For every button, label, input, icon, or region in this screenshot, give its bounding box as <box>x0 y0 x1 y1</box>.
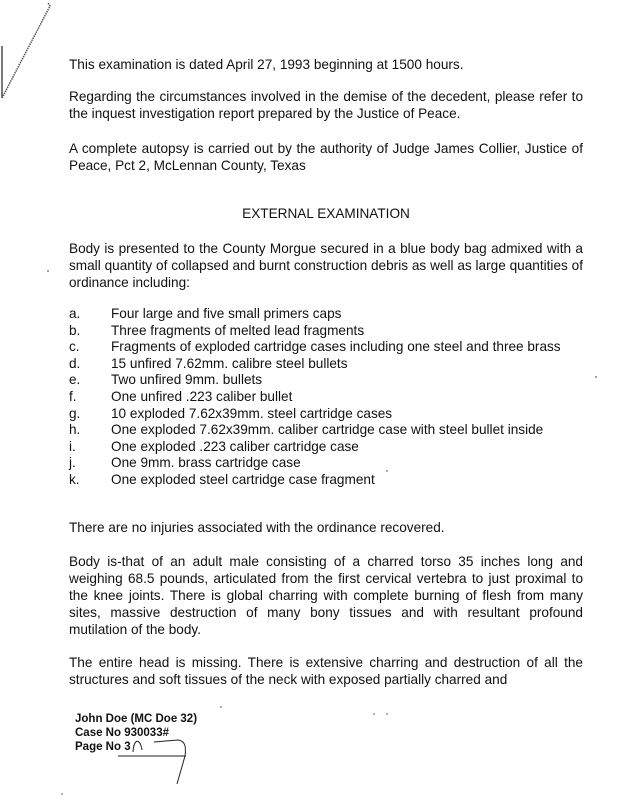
item-text: One exploded steel cartridge case fragment <box>111 471 375 487</box>
item-text: One exploded 7.62x39mm. caliber cartridge case with steel bullet inside <box>111 422 544 438</box>
item-label: h. <box>69 422 81 438</box>
no-injuries-paragraph: There are no injuries associated with the ordinance recovered. <box>69 520 445 535</box>
authority-paragraph: A complete autopsy is carried out by the authority of Judge James Collier, Justice of Peace, Pct 2, McLennan County, Texas <box>69 141 583 173</box>
page-footer <box>75 712 197 754</box>
item-label: a. <box>69 306 81 321</box>
item-text: Fragments of exploded cartridge cases including one steel and three brass <box>111 339 561 355</box>
item-text: One unfired .223 caliber bullet <box>111 388 293 404</box>
item-text: Four large and five small primers caps <box>111 306 342 321</box>
circumstances-paragraph: Regarding the circumstances involved in the demise of the decedent, please refer to the inquest investigation report prepared by the Justice of Peace. <box>69 89 583 121</box>
item-text: One exploded .223 caliber cartridge case <box>111 438 359 454</box>
footer-name: John Doe (MC Doe 32) <box>75 713 198 725</box>
body-description-paragraph: Body is-that of an adult male consisting of a charred torso 35 inches long and weighing 68.5 pounds, articulated from the first cervical vertebra to just proximal to the knee joints. There is global charring with complete burning of flesh from many sites, massive destruction of many bony tissues and with resultant profound mutilation of the body. <box>69 554 583 637</box>
item-text: Three fragments of melted lead fragments <box>111 322 365 338</box>
list-item <box>69 439 583 456</box>
item-label: c. <box>69 339 80 355</box>
item-label: b. <box>69 322 81 338</box>
footer-case-number: Case No 930033# <box>75 727 169 739</box>
list-item <box>69 372 583 389</box>
item-label: i. <box>69 438 76 454</box>
list-item <box>69 472 583 489</box>
list-item <box>69 323 583 340</box>
item-text: 10 exploded 7.62x39mm. steel cartridge cases <box>111 405 393 421</box>
list-item <box>69 455 583 472</box>
examination-date-paragraph: This examination is dated April 27, 1993 beginning at 1500 hours. <box>69 57 464 72</box>
item-label: g. <box>69 405 81 421</box>
item-text: Two unfired 9mm. bullets <box>111 372 263 388</box>
item-text: 15 unfired 7.62mm. calibre steel bullets <box>111 355 348 371</box>
item-label: k. <box>69 471 80 487</box>
list-item <box>69 422 583 439</box>
list-item <box>69 389 583 406</box>
ordinance-list <box>69 306 583 489</box>
section-heading: EXTERNAL EXAMINATION <box>242 206 410 221</box>
head-description-paragraph: The entire head is missing. There is extensive charring and destruction of all the structures and soft tissues of the neck with exposed partially charred and <box>69 655 583 687</box>
item-label: e. <box>69 372 81 388</box>
item-label: j. <box>69 455 76 471</box>
item-label: d. <box>69 355 81 371</box>
item-text: One 9mm. brass cartridge case <box>111 455 301 471</box>
footer-page-number: Page No 3 <box>75 741 131 753</box>
list-item <box>69 306 583 323</box>
list-item <box>69 356 583 373</box>
body-presented-paragraph: Body is presented to the County Morgue secured in a blue body bag admixed with a small quantity of collapsed and burnt construction debris as well as large quantities of ordinance including: <box>69 241 583 290</box>
list-item <box>69 339 583 356</box>
item-label: f. <box>69 388 77 404</box>
list-item <box>69 406 583 423</box>
